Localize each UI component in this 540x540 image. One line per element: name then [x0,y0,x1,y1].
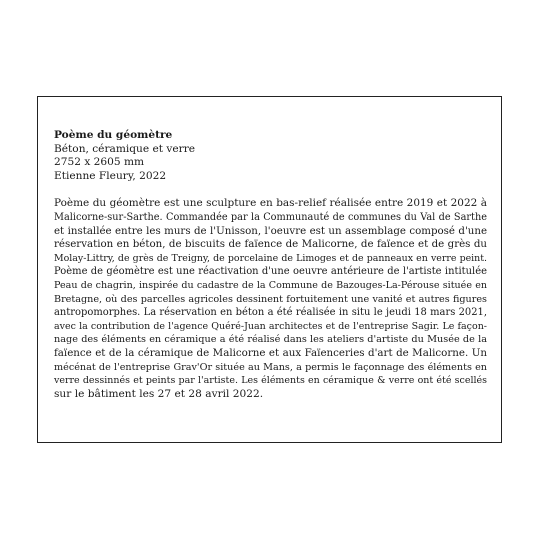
artwork-description [54,197,487,401]
description-line: mécénat de l'entreprise Grav'Or située au Mans, a permis le façonnage des éléments en [54,361,487,373]
description-line: et installée entre les murs de l'Unisson, l'oeuvre est un assemblage composé d'une [54,224,487,237]
description-line: Molay-Littry, de grès de Treigny, de porcelaine de Limoges et de panneaux en verre peint. [54,252,487,264]
description-line: Poème de géomètre est une réactivation d'une oeuvre antérieure de l'artiste intitulée [54,266,487,278]
description-line: Bretagne, où des parcelles agricoles dessinent fortuitement une vanité et autres figures [54,293,487,305]
description-line: avec la contribution de l'agence Quéré-Juan architectes et de l'entreprise Sagir. Le façon- [54,320,487,332]
description-line: Peau de chagrin, inspirée du cadastre de la Commune de Bazouges-La-Pérouse située en [54,279,487,291]
artwork-dimensions: 2752 x 2605 mm [54,156,145,169]
description-line: verre dessinnés et peints par l'artiste. Les éléments en céramique & verre ont été scellés [54,375,487,387]
description-line: nage des éléments en céramique a été réalisé dans les ateliers d'artiste du Musée de la [54,334,487,346]
description-line: sur le bâtiment les 27 et 28 avril 2022. [54,387,264,400]
artwork-materials: Béton, céramique et verre [54,142,196,155]
artwork-title: Poème du géomètre [54,129,173,141]
description-line: faïence et de la céramique de Malicorne et aux Faïenceries d'art de Malicorne. Un [54,346,487,359]
label-card [37,96,502,443]
description-line: Malicorne-sur-Sarthe. Commandée par la Communauté de communes du Val de Sarthe [54,211,487,223]
description-line: Poème du géomètre est une sculpture en bas-relief réalisée entre 2019 et 2022 à [54,197,487,210]
artwork-meta [54,129,487,183]
artwork-credit: Etienne Fleury, 2022 [54,169,167,182]
description-line: antropomorphes. La réservation en béton a été réalisée in situ le jeudi 18 mars 2021, [54,307,487,319]
description-line: réservation en béton, de biscuits de faïence de Malicorne, de faïence et de grès du [54,238,487,251]
label-content [54,129,487,401]
